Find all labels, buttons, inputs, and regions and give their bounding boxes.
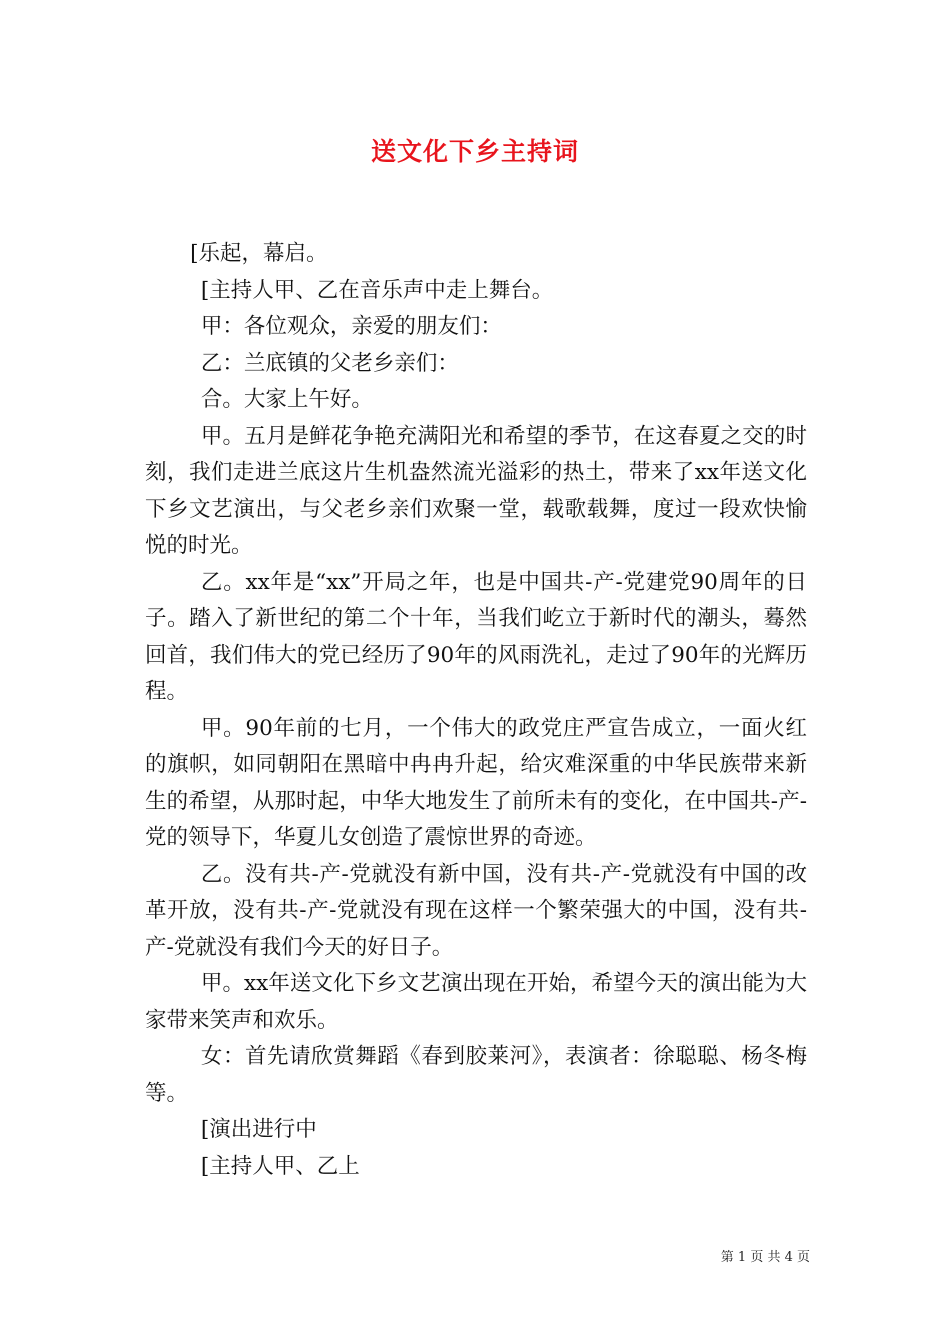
paragraph-dialogue: 女：首先请欣赏舞蹈《春到胶莱河》，表演者：徐聪聪、杨冬梅等。 xyxy=(145,1044,807,1106)
paragraph-dialogue: 甲。五月是鲜花争艳充满阳光和希望的季节，在这春夏之交的时刻，我们走进兰底这片生机盎然流光溢彩的热土，带来了xx年送文化下乡文艺演出，与父老乡亲们欢聚一堂，载歌载舞，度过一段欢快愉悦的时光。 xyxy=(145,423,807,558)
document-body xyxy=(145,236,807,1185)
paragraph-dialogue: 乙。没有共-产-党就没有新中国，没有共-产-党就没有中国的改革开放，没有共-产-党就没有现在这样一个繁荣强大的中国，没有共-产-党就没有我们今天的好日子。 xyxy=(145,861,807,960)
paragraph-stage-direction: [演出进行中 xyxy=(200,1117,317,1142)
paragraph-dialogue: 甲：各位观众，亲爱的朋友们： xyxy=(200,314,502,339)
paragraph-dialogue: 乙。xx年是“xx”开局之年，也是中国共-产-党建党90周年的日子。踏入了新世纪的第二个十年，当我们屹立于新时代的潮头，蓦然回首，我们伟大的党已经历了90年的风雨洗礼，走过了90年的光辉历程。 xyxy=(145,569,807,704)
paragraph-dialogue: 乙：兰底镇的父老乡亲们： xyxy=(200,350,459,376)
page-number-footer: 第 1 页 共 4 页 xyxy=(720,1250,810,1265)
paragraph-stage-direction: [主持人甲、乙在音乐声中走上舞台。 xyxy=(200,277,554,303)
paragraph-stage-direction: [乐起，幕启。 xyxy=(190,241,328,266)
document-title: 送文化下乡主持词 xyxy=(370,137,579,166)
paragraph-dialogue: 甲。xx年送文化下乡文艺演出现在开始，希望今天的演出能为大家带来笑声和欢乐。 xyxy=(145,971,807,1033)
paragraph-dialogue: 合。大家上午好。 xyxy=(200,387,373,412)
paragraph-stage-direction: [主持人甲、乙上 xyxy=(200,1153,360,1179)
paragraph-dialogue: 甲。90年前的七月，一个伟大的政党庄严宣告成立，一面火红的旗帜，如同朝阳在黑暗中冉冉升起，给灾难深重的中华民族带来新生的希望，从那时起，中华大地发生了前所未有的变化，在中国共-产-党的领导下，华夏儿女创造了震惊世界的奇迹。 xyxy=(145,715,807,850)
